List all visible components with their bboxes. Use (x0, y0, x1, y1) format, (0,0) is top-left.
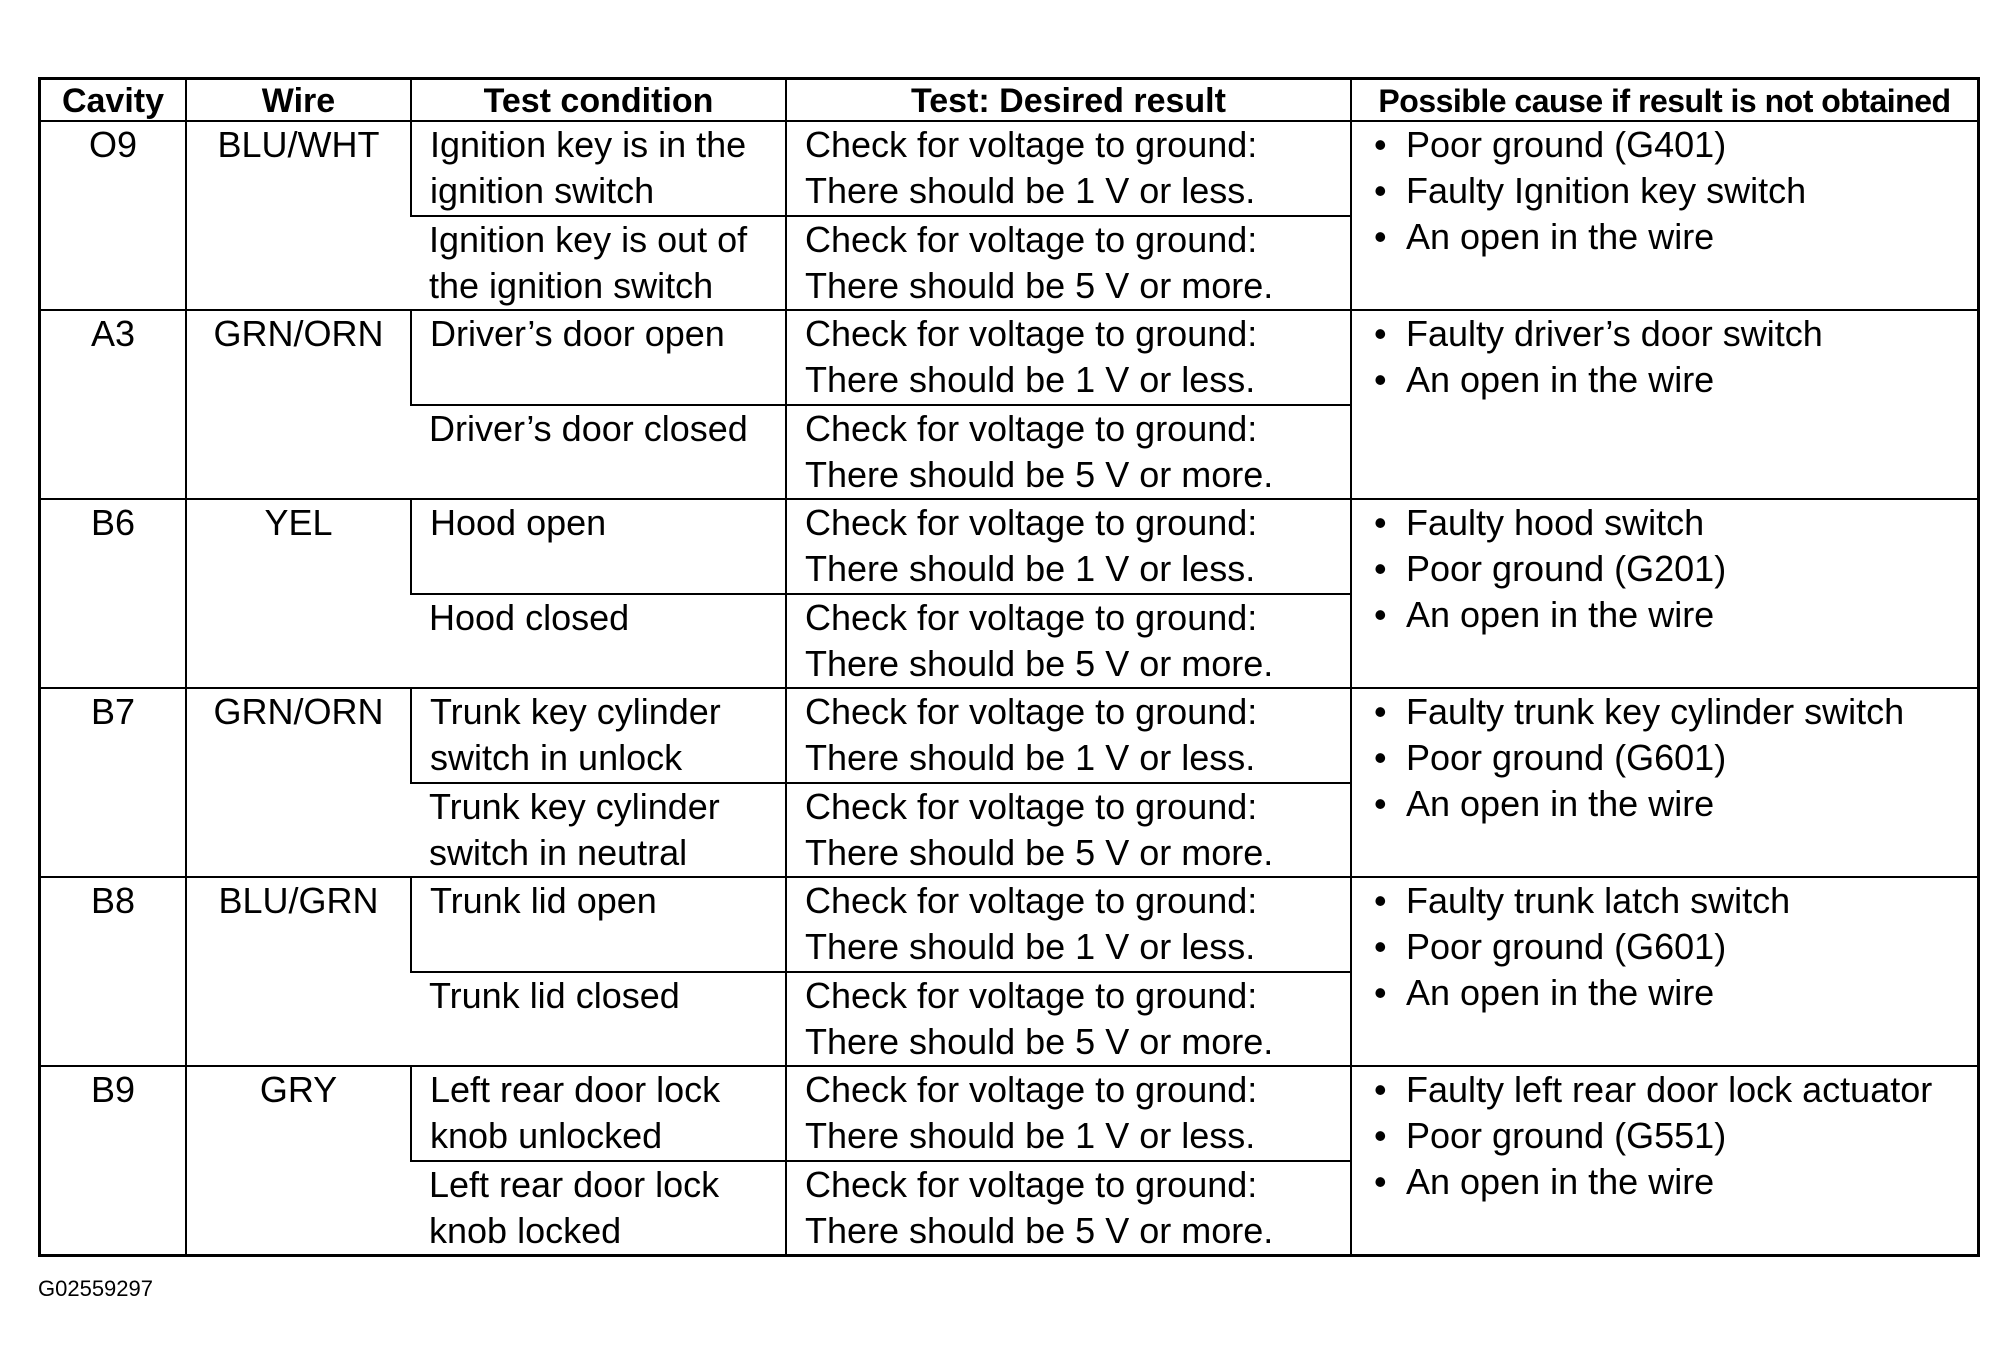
wire-cell: BLU/GRN (186, 877, 411, 1066)
table-row (41, 688, 1977, 783)
cavity-cell: B7 (41, 688, 186, 877)
test-result-cell: Check for voltage to ground: There should be 5 V or more. (786, 405, 1351, 500)
possible-cause-cell (1351, 877, 1977, 1066)
wire-cell: GRN/ORN (186, 688, 411, 877)
cause-item: • An open in the wire (1374, 781, 1971, 827)
header-possible-cause: Possible cause if result is not obtained (1351, 80, 1977, 121)
cause-item: • An open in the wire (1374, 970, 1971, 1016)
test-result-cell: Check for voltage to ground: There should be 5 V or more. (786, 216, 1351, 311)
test-result-cell: Check for voltage to ground: There should be 1 V or less. (786, 499, 1351, 594)
test-result-cell: Check for voltage to ground: There should be 1 V or less. (786, 1066, 1351, 1161)
header-test-condition: Test condition (411, 80, 786, 121)
test-condition-cell: Ignition key is out of the ignition switch (411, 216, 786, 311)
cause-list (1374, 878, 1971, 1016)
cause-list (1374, 689, 1971, 827)
possible-cause-cell (1351, 499, 1977, 688)
test-condition-cell: Trunk lid closed (411, 972, 786, 1067)
cause-item: • Faulty hood switch (1374, 500, 1971, 546)
table-row (41, 499, 1977, 594)
cavity-cell: B6 (41, 499, 186, 688)
test-condition-cell: Trunk key cylinder switch in unlock (411, 688, 786, 783)
wire-cell: GRY (186, 1066, 411, 1254)
table-row (41, 1066, 1977, 1161)
figure-code: G02559297 (38, 1276, 153, 1301)
cause-item: • An open in the wire (1374, 214, 1971, 260)
cause-list (1374, 1067, 1971, 1205)
cause-item: • Faulty left rear door lock actuator (1374, 1067, 1971, 1113)
cause-item: • Faulty trunk key cylinder switch (1374, 689, 1971, 735)
table-header-row (41, 80, 1977, 121)
test-result-cell: Check for voltage to ground: There should be 1 V or less. (786, 121, 1351, 216)
possible-cause-cell (1351, 1066, 1977, 1254)
test-condition-cell: Ignition key is in the ignition switch (411, 121, 786, 216)
table-row (41, 310, 1977, 405)
cause-item: • Faulty Ignition key switch (1374, 168, 1971, 214)
diagnostic-table-frame (38, 77, 1980, 1257)
cause-item: • Poor ground (G601) (1374, 924, 1971, 970)
cause-item: • Faulty driver’s door switch (1374, 311, 1971, 357)
header-test-result: Test: Desired result (786, 80, 1351, 121)
test-result-cell: Check for voltage to ground: There should be 1 V or less. (786, 877, 1351, 972)
test-condition-cell: Trunk lid open (411, 877, 786, 972)
wire-cell: GRN/ORN (186, 310, 411, 499)
cause-item: • Poor ground (G201) (1374, 546, 1971, 592)
test-result-cell: Check for voltage to ground: There should be 5 V or more. (786, 972, 1351, 1067)
possible-cause-cell (1351, 688, 1977, 877)
wire-cell: YEL (186, 499, 411, 688)
cause-item: • Poor ground (G551) (1374, 1113, 1971, 1159)
possible-cause-cell (1351, 121, 1977, 310)
cause-list (1374, 311, 1971, 403)
cavity-cell: O9 (41, 121, 186, 310)
cause-item: • Poor ground (G401) (1374, 122, 1971, 168)
test-result-cell: Check for voltage to ground: There should be 1 V or less. (786, 310, 1351, 405)
test-result-cell: Check for voltage to ground: There should be 1 V or less. (786, 688, 1351, 783)
test-condition-cell: Left rear door lock knob unlocked (411, 1066, 786, 1161)
cause-list (1374, 500, 1971, 638)
header-cavity: Cavity (41, 80, 186, 121)
test-condition-cell: Hood closed (411, 594, 786, 689)
test-condition-cell: Trunk key cylinder switch in neutral (411, 783, 786, 878)
cavity-cell: B8 (41, 877, 186, 1066)
cause-item: • An open in the wire (1374, 592, 1971, 638)
cause-item: • An open in the wire (1374, 1159, 1971, 1205)
cavity-cell: A3 (41, 310, 186, 499)
cause-list (1374, 122, 1971, 260)
wire-cell: BLU/WHT (186, 121, 411, 310)
test-condition-cell: Driver’s door closed (411, 405, 786, 500)
test-result-cell: Check for voltage to ground: There should be 5 V or more. (786, 1161, 1351, 1255)
cause-item: • Poor ground (G601) (1374, 735, 1971, 781)
table-row (41, 121, 1977, 216)
test-condition-cell: Hood open (411, 499, 786, 594)
cavity-cell: B9 (41, 1066, 186, 1254)
cause-item: • An open in the wire (1374, 357, 1971, 403)
test-result-cell: Check for voltage to ground: There should be 5 V or more. (786, 594, 1351, 689)
header-wire: Wire (186, 80, 411, 121)
diagnostic-table (41, 80, 1977, 1254)
test-result-cell: Check for voltage to ground: There should be 5 V or more. (786, 783, 1351, 878)
possible-cause-cell (1351, 310, 1977, 499)
test-condition-cell: Left rear door lock knob locked (411, 1161, 786, 1255)
table-row (41, 877, 1977, 972)
test-condition-cell: Driver’s door open (411, 310, 786, 405)
cause-item: • Faulty trunk latch switch (1374, 878, 1971, 924)
